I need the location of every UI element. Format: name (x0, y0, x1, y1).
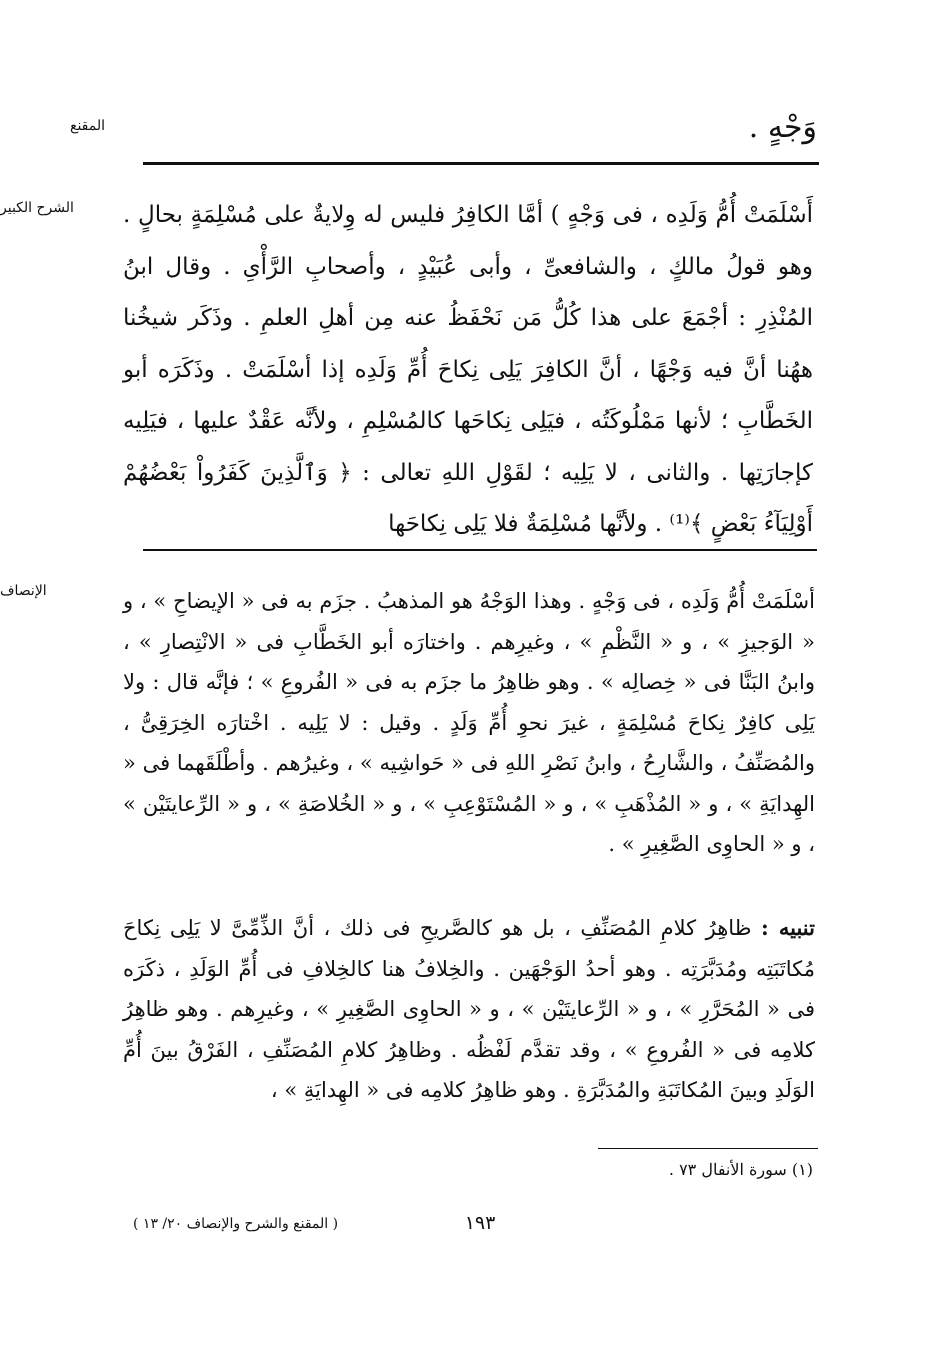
insaf-section-label: الإنصاف (0, 583, 47, 599)
tanbih-text: ظاهِرُ كلامِ المُصَنِّفِ ، بل هو كالصَّريحِ فى ذلك ، أنَّ الذِّمِّىَّ لا يَلِى نِكاحَ مُكاتَبَتِه ومُدَبَّرَتِه . وهو أحدُ الوَجْهَين . والخِلافُ هنا كالخِلافِ فى أُمِّ الوَلَدِ ، ذكَرَه فى « المُحَرَّرِ » ، و « الرِّعايتَيْن » ، و « الحاوِى الصَّغِيرِ » ، وغيرِهم . وهو ظاهِرُ كلامِه فى « الفُروعِ » ، وقد تقدَّم لَفْظُه . وظاهِرُ كلامِ المُصَنِّفِ ، الفَرْقُ بينَ أُمِّ الوَلَدِ وبينَ المُكاتَبَةِ والمُدَبَّرَةِ . وهو ظاهِرُ كلامِه فى « الهِدايَةِ » ، (123, 916, 815, 1102)
book-reference: ( المقنع والشرح والإنصاف ٢٠/ ١٣ ) (133, 1216, 339, 1232)
sharh-section-label: الشرح الكبير (0, 200, 74, 216)
tanbih-paragraph (123, 908, 815, 1111)
footnote: (١) سورة الأنفال ٧٣ . (668, 1160, 813, 1179)
section-divider (143, 549, 817, 551)
tanbih-label: تنبيه : (760, 915, 815, 940)
header-divider (143, 162, 819, 165)
insaf-body-text: أسْلَمَتْ أُمُّ وَلَدِه ، فى وَجْهٍ . وهذا الوَجْهُ هو المذهبُ . جزَم به فى « الإيضاحِ » ، و « الوَجيزِ » ، و « النَّظْمِ » ، وغيرِهم . واختارَه أبو الخَطَّابِ فى « الانْتِصارِ » ، وابنُ البَنَّا فى « خِصالِه » . وهو ظاهِرُ ما جزَم به فى « الفُروعِ » ؛ فإنَّه قال : ولا يَلِى كافِرٌ نِكاحَ مُسْلِمَةٍ ، غيرَ نحوِ أُمِّ وَلَدٍ . وقيل : لا يَلِيه . اخْتارَه الخِرَقِىُّ ، والمُصَنِّفُ ، والشَّارِحُ ، وابنُ نَصْرِ اللهِ فى « حَواشِيه » ، وغيرُهم . وأطْلَقَهما فى « الهِدايَةِ » ، و « المُذْهَبِ » ، و « المُسْتَوْعِبِ » ، و « الخُلاصَةِ » ، و « الرِّعايتَيْن » ، و « الحاوِى الصَّغِيرِ » . (123, 589, 815, 856)
header-section-label: المقنع (70, 118, 106, 134)
page-number: ١٩٣ (464, 1212, 496, 1234)
sharh-body-text: أَسْلَمَتْ أُمُّ وَلَدِه ، فى وَجْهٍ ) أمَّا الكافِرُ فليس له وِلايةٌ على مُسْلِمَةٍ بحالٍ . وهو قولُ مالكٍ ، والشافعىِّ ، وأبى عُبَيْدٍ ، وأصحابِ الرَّأْىِ . وقال ابنُ المُنْذِرِ : أجْمَعَ على هذا كُلُّ مَن نَحْفَظُ عنه مِن أهلِ العلمِ . وذَكَر شيخُنا ههُنا أنَّ فيه وَجْهًا ، أنَّ الكافِرَ يَلِى نِكاحَ أُمِّ وَلَدِه إذا أسْلَمَتْ . وذَكَرَه أبو الخَطَّابِ ؛ لأنها مَمْلُوكَتُه ، فيَلِى نِكاحَها كالمُسْلِمِ ، ولأنَّه عَقْدٌ عليها ، فيَلِيه كإجارَتِها . والثانى ، لا يَلِيه ؛ لقَوْلِ اللهِ تعالى : ﴿ وَٱلَّذِينَ كَفَرُواْ بَعْضُهُمْ أَوْلِيَآءُ بَعْضٍ ﴾⁽¹⁾ . ولأنَّها مُسْلِمَةٌ فلا يَلِى نِكاحَها (123, 202, 813, 537)
footnote-divider (598, 1148, 818, 1149)
header-main-text: وَجْهٍ . (748, 110, 817, 145)
